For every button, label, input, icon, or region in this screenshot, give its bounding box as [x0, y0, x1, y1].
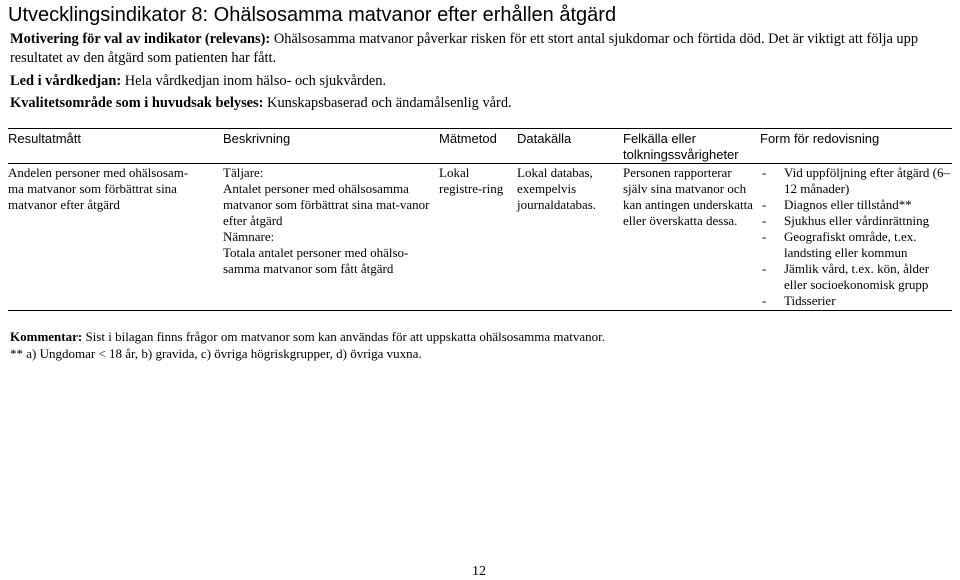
quality-area-text: Kunskapsbaserad och ändamålsenlig vård. — [263, 95, 512, 111]
cell-method: Lokal registre-ring — [439, 165, 504, 196]
table-bottom-rule — [8, 310, 952, 311]
motivation-paragraph — [10, 30, 950, 68]
cell-description — [223, 165, 433, 277]
header-source: Datakälla — [517, 131, 572, 146]
quality-area-paragraph — [10, 94, 512, 113]
motivation-text: Ohälsosamma matvanor påverkar risken för ett stort antal sjukdomar och förtida död. Det är viktigt att följa upp resultatet av den åtgärd som patienten har fått. — [10, 31, 919, 66]
numerator-label: Täljare: — [223, 165, 264, 180]
page-number: 12 — [472, 564, 486, 579]
comment-label: Kommentar: — [10, 329, 83, 344]
page-title: Utvecklingsindikator 8: Ohälsosamma matvanor efter erhållen åtgärd — [8, 4, 617, 26]
cell-result: Andelen personer med ohälsosam-ma matvanor som förbättrat sina matvanor efter åtgärd — [8, 165, 189, 212]
header-result: Resultatmått — [8, 131, 81, 146]
header-method: Mätmetod — [439, 131, 497, 146]
quality-area-label: Kvalitetsområde som i huvudsak belyses: — [10, 95, 264, 111]
care-chain-label: Led i vårdkedjan: — [10, 73, 122, 89]
cell-source: Lokal databas, exempelvis journaldatabas. — [517, 165, 597, 212]
header-form: Form för redovisning — [760, 131, 880, 146]
care-chain-paragraph — [10, 72, 386, 91]
comment-line — [10, 328, 605, 345]
form-list — [760, 165, 955, 309]
list-item: - Vid uppföljning efter åtgärd (6–12 månader) — [760, 165, 955, 197]
numerator-text: Antalet personer med ohälsosamma matvanor som förbättrat sina mat-vanor efter åtgärd — [223, 181, 430, 228]
list-item: - Tidsserier — [760, 293, 955, 309]
care-chain-text: Hela vårdkedjan inom hälso- och sjukvården. — [121, 73, 387, 89]
table-header-rule — [8, 163, 952, 164]
denominator-label: Nämnare: — [223, 229, 275, 244]
table-top-rule — [8, 128, 952, 129]
comment-block — [10, 328, 605, 362]
cell-uncertainty: Personen rapporterar själv sina matvanor och kan antingen underskatta eller överskatta dessa. — [623, 165, 753, 228]
list-item: - Sjukhus eller vårdinrättning — [760, 213, 955, 229]
cell-form — [760, 165, 955, 309]
list-item: - Diagnos eller tillstånd** — [760, 197, 955, 213]
list-item: - Geografiskt område, t.ex. landsting eller kommun — [760, 229, 955, 261]
header-description: Beskrivning — [223, 131, 291, 146]
header-uncertainty: Felkälla eller tolkningssvårigheter — [623, 131, 739, 162]
footnote: ** a) Ungdomar < 18 år, b) gravida, c) övriga högriskgrupper, d) övriga vuxna. — [10, 346, 422, 361]
denominator-text: Totala antalet personer med ohälso-samma matvanor som fått åtgärd — [223, 245, 409, 276]
list-item: - Jämlik vård, t.ex. kön, ålder eller socioekonomisk grupp — [760, 261, 955, 293]
motivation-label: Motivering för val av indikator (relevans): — [10, 31, 271, 47]
comment-text: Sist i bilagan finns frågor om matvanor som kan användas för att uppskatta ohälsosamma matvanor. — [82, 329, 605, 344]
